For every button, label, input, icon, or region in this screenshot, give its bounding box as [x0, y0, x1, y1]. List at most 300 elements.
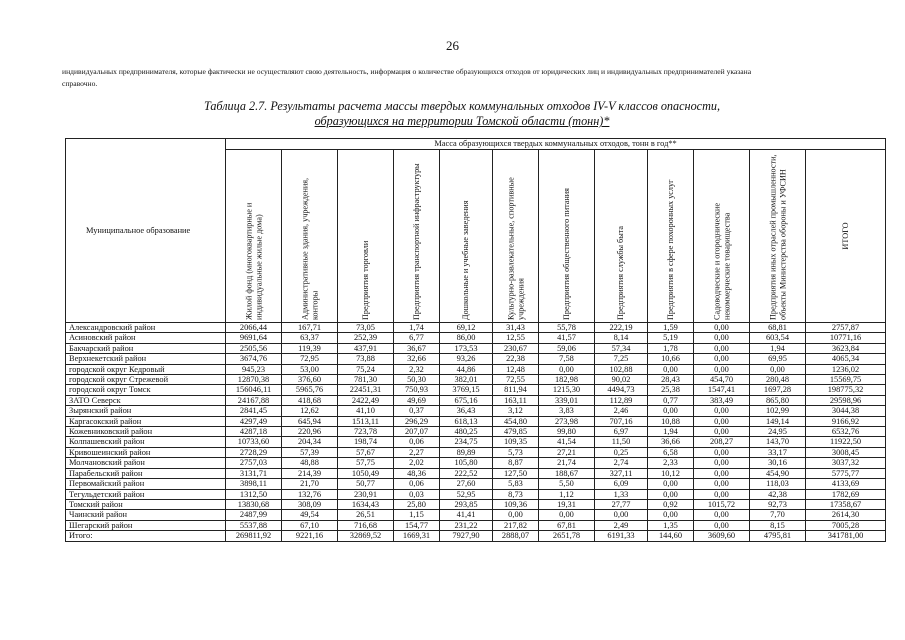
value-cell: 29598,96: [806, 395, 886, 405]
value-cell: 1,74: [394, 323, 440, 333]
value-cell: 231,22: [440, 520, 493, 530]
value-cell: 2,46: [595, 406, 648, 416]
value-cell: 63,37: [282, 333, 338, 343]
value-cell: 437,91: [338, 343, 394, 353]
value-cell: 198,74: [338, 437, 394, 447]
table-caption-line2: образующихся на территории Томской области (тонн)*: [314, 114, 610, 128]
municipality-name: Каргасокский район: [66, 416, 226, 426]
column-header: [493, 150, 539, 323]
municipality-name: Томский район: [66, 499, 226, 509]
column-header: [282, 150, 338, 323]
value-cell: 11922,50: [806, 437, 886, 447]
value-cell: 12,55: [493, 333, 539, 343]
value-cell: 13830,68: [226, 499, 282, 509]
value-cell: 9691,64: [226, 333, 282, 343]
value-cell: 1,15: [394, 510, 440, 520]
value-cell: 327,11: [595, 468, 648, 478]
value-cell: 2757,03: [226, 458, 282, 468]
value-cell: 86,00: [440, 333, 493, 343]
value-cell: 75,24: [338, 364, 394, 374]
footnote-text: [62, 66, 862, 90]
value-cell: 72,95: [282, 354, 338, 364]
value-cell: 167,71: [282, 323, 338, 333]
value-cell: 7927,90: [440, 531, 493, 541]
table-row: [66, 458, 886, 468]
municipality-name: городской округ Стрежевой: [66, 375, 226, 385]
value-cell: 27,60: [440, 479, 493, 489]
value-cell: 26,51: [338, 510, 394, 520]
value-cell: 36,66: [648, 437, 694, 447]
value-cell: 99,80: [539, 427, 595, 437]
value-cell: 27,21: [539, 447, 595, 457]
municipality-name: Итого:: [66, 531, 226, 541]
value-cell: 2,33: [648, 458, 694, 468]
value-cell: 7005,28: [806, 520, 886, 530]
value-cell: 48,36: [394, 468, 440, 478]
value-cell: 418,68: [282, 395, 338, 405]
column-header: [440, 150, 493, 323]
value-cell: 252,39: [338, 333, 394, 343]
value-cell: 2487,99: [226, 510, 282, 520]
value-cell: 208,27: [694, 437, 750, 447]
value-cell: 109,35: [493, 437, 539, 447]
column-header: [539, 150, 595, 323]
value-cell: 0,00: [694, 427, 750, 437]
value-cell: 41,41: [440, 510, 493, 520]
municipality-name: Кривошеинский район: [66, 447, 226, 457]
column-header-label: Жилой фонд (многоквартирные и индивидуальные жилые дома): [243, 202, 263, 320]
value-cell: 1697,28: [750, 385, 806, 395]
value-cell: 10,66: [648, 354, 694, 364]
column-header: [595, 150, 648, 323]
value-cell: 1236,02: [806, 364, 886, 374]
value-cell: 143,70: [750, 437, 806, 447]
value-cell: 1,78: [648, 343, 694, 353]
municipality-name: городской округ Кедровый: [66, 364, 226, 374]
municipality-name: Бакчарский район: [66, 343, 226, 353]
value-cell: 230,91: [338, 489, 394, 499]
table-row: [66, 333, 886, 343]
table-row: [66, 406, 886, 416]
municipality-name: Первомайский район: [66, 479, 226, 489]
value-cell: 603,54: [750, 333, 806, 343]
value-cell: 132,76: [282, 489, 338, 499]
value-cell: 9166,92: [806, 416, 886, 426]
value-cell: 12,48: [493, 364, 539, 374]
value-cell: 10771,16: [806, 333, 886, 343]
value-cell: 3131,71: [226, 468, 282, 478]
value-cell: 50,77: [338, 479, 394, 489]
value-cell: 182,98: [539, 375, 595, 385]
value-cell: 2841,45: [226, 406, 282, 416]
value-cell: 163,11: [493, 395, 539, 405]
value-cell: 173,53: [440, 343, 493, 353]
value-cell: 1547,41: [694, 385, 750, 395]
value-cell: 92,73: [750, 499, 806, 509]
value-cell: 69,95: [750, 354, 806, 364]
value-cell: 865,80: [750, 395, 806, 405]
value-cell: 49,54: [282, 510, 338, 520]
value-cell: 2757,87: [806, 323, 886, 333]
total-row: [66, 531, 886, 541]
value-cell: 72,55: [493, 375, 539, 385]
value-cell: 4297,49: [226, 416, 282, 426]
value-cell: 3044,38: [806, 406, 886, 416]
table-row: [66, 375, 886, 385]
value-cell: 1312,50: [226, 489, 282, 499]
value-cell: 723,78: [338, 427, 394, 437]
column-header: [694, 150, 750, 323]
value-cell: 5775,77: [806, 468, 886, 478]
value-cell: 118,03: [750, 479, 806, 489]
value-cell: 24167,88: [226, 395, 282, 405]
value-cell: 5,50: [539, 479, 595, 489]
value-cell: 811,94: [493, 385, 539, 395]
value-cell: 68,81: [750, 323, 806, 333]
column-header: [806, 150, 886, 323]
value-cell: 48,88: [282, 458, 338, 468]
value-cell: 204,34: [282, 437, 338, 447]
value-cell: 57,67: [338, 447, 394, 457]
value-cell: 32,66: [394, 354, 440, 364]
value-cell: 8,87: [493, 458, 539, 468]
value-cell: 19,31: [539, 499, 595, 509]
value-cell: 1,35: [648, 520, 694, 530]
column-header-label: Предприятия службы быта: [616, 225, 626, 320]
value-cell: 0,37: [394, 406, 440, 416]
value-cell: 0,06: [394, 437, 440, 447]
table-row: [66, 437, 886, 447]
column-header-label: Предприятия торговли: [360, 240, 370, 320]
value-cell: 214,39: [282, 468, 338, 478]
value-cell: 6191,33: [595, 531, 648, 541]
column-header-label: Культурно-развлекательные, спортивные учреждения: [505, 177, 525, 320]
value-cell: 222,19: [595, 323, 648, 333]
value-cell: 2,74: [595, 458, 648, 468]
municipality-name: Зырянский район: [66, 406, 226, 416]
municipality-name: Александровский район: [66, 323, 226, 333]
municipality-name: Шегарский район: [66, 520, 226, 530]
value-cell: 57,75: [338, 458, 394, 468]
value-cell: 220,96: [282, 427, 338, 437]
municipality-name: городской округ Томск: [66, 385, 226, 395]
value-cell: 2,49: [595, 520, 648, 530]
value-cell: 339,01: [539, 395, 595, 405]
value-cell: 0,03: [394, 489, 440, 499]
value-cell: 3,12: [493, 406, 539, 416]
value-cell: 8,14: [595, 333, 648, 343]
municipality-name: Молчановский район: [66, 458, 226, 468]
value-cell: 10,12: [648, 468, 694, 478]
value-cell: 2888,07: [493, 531, 539, 541]
value-cell: 2614,30: [806, 510, 886, 520]
value-cell: 52,95: [440, 489, 493, 499]
municipality-name: Колпашевский район: [66, 437, 226, 447]
value-cell: 1050,49: [338, 468, 394, 478]
value-cell: 296,29: [394, 416, 440, 426]
value-cell: 17358,67: [806, 499, 886, 509]
value-cell: 33,17: [750, 447, 806, 457]
value-cell: 69,12: [440, 323, 493, 333]
column-header-label: Предприятия в сфере похоронных услуг: [665, 179, 675, 320]
value-cell: 119,39: [282, 343, 338, 353]
value-cell: 454,80: [493, 416, 539, 426]
value-cell: 1,12: [539, 489, 595, 499]
value-cell: 59,06: [539, 343, 595, 353]
value-cell: 0,00: [694, 406, 750, 416]
value-cell: 2505,56: [226, 343, 282, 353]
value-cell: 222,52: [440, 468, 493, 478]
footnote-line: справочно.: [62, 79, 98, 88]
municipality-header: Муниципальное образование: [66, 139, 226, 323]
value-cell: 0,00: [694, 323, 750, 333]
column-header-label: Предприятия общественного питания: [561, 188, 571, 320]
value-cell: 707,16: [595, 416, 648, 426]
column-header-label: Садоводческие и огороднические некоммерческие товарищества: [711, 202, 731, 320]
value-cell: 0,00: [539, 510, 595, 520]
column-header: [394, 150, 440, 323]
value-cell: 376,60: [282, 375, 338, 385]
value-cell: 2422,49: [338, 395, 394, 405]
municipality-name: Парабельский район: [66, 468, 226, 478]
value-cell: 0,92: [648, 499, 694, 509]
value-cell: 0,00: [694, 447, 750, 457]
value-cell: 234,75: [440, 437, 493, 447]
value-cell: 1634,43: [338, 499, 394, 509]
value-cell: 50,30: [394, 375, 440, 385]
municipality-name: Верхнекетский район: [66, 354, 226, 364]
value-cell: 73,88: [338, 354, 394, 364]
table-row: [66, 468, 886, 478]
table-row: [66, 447, 886, 457]
value-cell: 31,43: [493, 323, 539, 333]
value-cell: 0,00: [694, 333, 750, 343]
value-cell: 1,94: [648, 427, 694, 437]
value-cell: 21,74: [539, 458, 595, 468]
value-cell: 0,00: [750, 364, 806, 374]
value-cell: 382,01: [440, 375, 493, 385]
value-cell: 293,85: [440, 499, 493, 509]
value-cell: 6,77: [394, 333, 440, 343]
value-cell: 1015,72: [694, 499, 750, 509]
table-row: [66, 364, 886, 374]
value-cell: 12,62: [282, 406, 338, 416]
value-cell: 154,77: [394, 520, 440, 530]
value-cell: 21,70: [282, 479, 338, 489]
value-cell: 3609,60: [694, 531, 750, 541]
value-cell: 8,15: [750, 520, 806, 530]
value-cell: 90,02: [595, 375, 648, 385]
value-cell: 3769,15: [440, 385, 493, 395]
value-cell: 5,73: [493, 447, 539, 457]
mass-group-header: Масса образующихся твердых коммунальных отходов, тонн в год**: [226, 139, 886, 150]
value-cell: 24,95: [750, 427, 806, 437]
value-cell: 6,97: [595, 427, 648, 437]
value-cell: 36,43: [440, 406, 493, 416]
value-cell: 2066,44: [226, 323, 282, 333]
column-header-label: Предприятия иных отраслей промышленности, объекты Министерства обороны и УФСИН: [767, 154, 787, 320]
value-cell: 0,00: [648, 510, 694, 520]
value-cell: 0,00: [694, 489, 750, 499]
value-cell: 618,13: [440, 416, 493, 426]
value-cell: 273,98: [539, 416, 595, 426]
value-cell: 44,86: [440, 364, 493, 374]
value-cell: 6,58: [648, 447, 694, 457]
value-cell: 144,60: [648, 531, 694, 541]
value-cell: 716,68: [338, 520, 394, 530]
value-cell: 102,99: [750, 406, 806, 416]
value-cell: 383,49: [694, 395, 750, 405]
value-cell: 7,25: [595, 354, 648, 364]
value-cell: 89,89: [440, 447, 493, 457]
value-cell: 2651,78: [539, 531, 595, 541]
value-cell: 0,00: [595, 510, 648, 520]
value-cell: 269811,92: [226, 531, 282, 541]
value-cell: 41,57: [539, 333, 595, 343]
value-cell: 0,06: [394, 479, 440, 489]
value-cell: 5,19: [648, 333, 694, 343]
value-cell: 102,88: [595, 364, 648, 374]
value-cell: 42,38: [750, 489, 806, 499]
value-cell: 0,00: [694, 416, 750, 426]
footnote-line: индивидуальных предпринимателя, которые фактически не осуществляют свою деятельность, информация о количестве образующихся отходов от юридических лиц и индивидуальных предпринимателей указана: [62, 67, 752, 76]
value-cell: 3,83: [539, 406, 595, 416]
value-cell: 10,88: [648, 416, 694, 426]
value-cell: 8,73: [493, 489, 539, 499]
value-cell: 2,27: [394, 447, 440, 457]
value-cell: 0,00: [694, 354, 750, 364]
value-cell: 0,00: [694, 510, 750, 520]
value-cell: 4795,81: [750, 531, 806, 541]
value-cell: 30,16: [750, 458, 806, 468]
value-cell: 0,00: [694, 479, 750, 489]
municipality-name: ЗАТО Северск: [66, 395, 226, 405]
value-cell: 41,10: [338, 406, 394, 416]
value-cell: 1,33: [595, 489, 648, 499]
table-caption-line1: Таблица 2.7. Результаты расчета массы твердых коммунальных отходов IV-V классов опасности,: [203, 99, 721, 113]
value-cell: 105,80: [440, 458, 493, 468]
value-cell: 149,14: [750, 416, 806, 426]
value-cell: 0,00: [539, 364, 595, 374]
value-cell: 55,78: [539, 323, 595, 333]
value-cell: 22,38: [493, 354, 539, 364]
municipality-name: Асиновский район: [66, 333, 226, 343]
value-cell: 93,26: [440, 354, 493, 364]
value-cell: 1782,69: [806, 489, 886, 499]
table-row: [66, 323, 886, 333]
value-cell: 5537,88: [226, 520, 282, 530]
value-cell: 4065,34: [806, 354, 886, 364]
column-header-label: Предприятия транспортной инфраструктуры: [411, 163, 421, 320]
value-cell: 675,16: [440, 395, 493, 405]
value-cell: 4287,18: [226, 427, 282, 437]
table-row: [66, 385, 886, 395]
value-cell: 9221,16: [282, 531, 338, 541]
value-cell: 0,00: [648, 479, 694, 489]
value-cell: 2,32: [394, 364, 440, 374]
value-cell: 0,00: [648, 406, 694, 416]
value-cell: 1,94: [750, 343, 806, 353]
value-cell: 11,50: [595, 437, 648, 447]
value-cell: 0,00: [493, 510, 539, 520]
column-header-label: Административные здания, учреждения, конторы: [299, 177, 319, 320]
value-cell: 12870,38: [226, 375, 282, 385]
table-row: [66, 520, 886, 530]
value-cell: 6532,76: [806, 427, 886, 437]
value-cell: 230,67: [493, 343, 539, 353]
value-cell: 308,09: [282, 499, 338, 509]
value-cell: 7,58: [539, 354, 595, 364]
value-cell: 645,94: [282, 416, 338, 426]
municipality-name: Чаинский район: [66, 510, 226, 520]
table-row: [66, 489, 886, 499]
municipality-name: Тегульдетский район: [66, 489, 226, 499]
value-cell: 750,93: [394, 385, 440, 395]
value-cell: 0,77: [648, 395, 694, 405]
value-cell: 4494,73: [595, 385, 648, 395]
table-row: [66, 395, 886, 405]
value-cell: 6,09: [595, 479, 648, 489]
value-cell: 49,69: [394, 395, 440, 405]
value-cell: 2,02: [394, 458, 440, 468]
value-cell: 5965,76: [282, 385, 338, 395]
value-cell: 781,30: [338, 375, 394, 385]
value-cell: 4133,69: [806, 479, 886, 489]
value-cell: 7,70: [750, 510, 806, 520]
value-cell: 0,00: [694, 468, 750, 478]
table-row: [66, 354, 886, 364]
value-cell: 5,83: [493, 479, 539, 489]
table-body: [66, 323, 886, 542]
table-row: [66, 427, 886, 437]
value-cell: 3037,32: [806, 458, 886, 468]
value-cell: 2728,29: [226, 447, 282, 457]
value-cell: 0,00: [694, 364, 750, 374]
value-cell: 73,05: [338, 323, 394, 333]
column-header: [750, 150, 806, 323]
value-cell: 28,43: [648, 375, 694, 385]
value-cell: 53,00: [282, 364, 338, 374]
value-cell: 25,80: [394, 499, 440, 509]
value-cell: 0,00: [694, 520, 750, 530]
value-cell: 25,38: [648, 385, 694, 395]
value-cell: 341781,00: [806, 531, 886, 541]
table-row: [66, 479, 886, 489]
value-cell: 109,36: [493, 499, 539, 509]
table-row: [66, 510, 886, 520]
value-cell: 1513,11: [338, 416, 394, 426]
value-cell: 1669,31: [394, 531, 440, 541]
value-cell: 280,48: [750, 375, 806, 385]
value-cell: 127,50: [493, 468, 539, 478]
value-cell: 3674,76: [226, 354, 282, 364]
value-cell: 188,67: [539, 468, 595, 478]
value-cell: 479,85: [493, 427, 539, 437]
value-cell: 67,81: [539, 520, 595, 530]
table-caption: [62, 99, 862, 129]
table-row: [66, 416, 886, 426]
value-cell: 480,25: [440, 427, 493, 437]
column-header-label: Дошкольные и учебные заведения: [461, 200, 471, 320]
value-cell: 1215,30: [539, 385, 595, 395]
table-row: [66, 343, 886, 353]
value-cell: 22451,31: [338, 385, 394, 395]
value-cell: 0,00: [694, 343, 750, 353]
value-cell: 0,25: [595, 447, 648, 457]
value-cell: 57,34: [595, 343, 648, 353]
value-cell: 3008,45: [806, 447, 886, 457]
value-cell: 36,67: [394, 343, 440, 353]
